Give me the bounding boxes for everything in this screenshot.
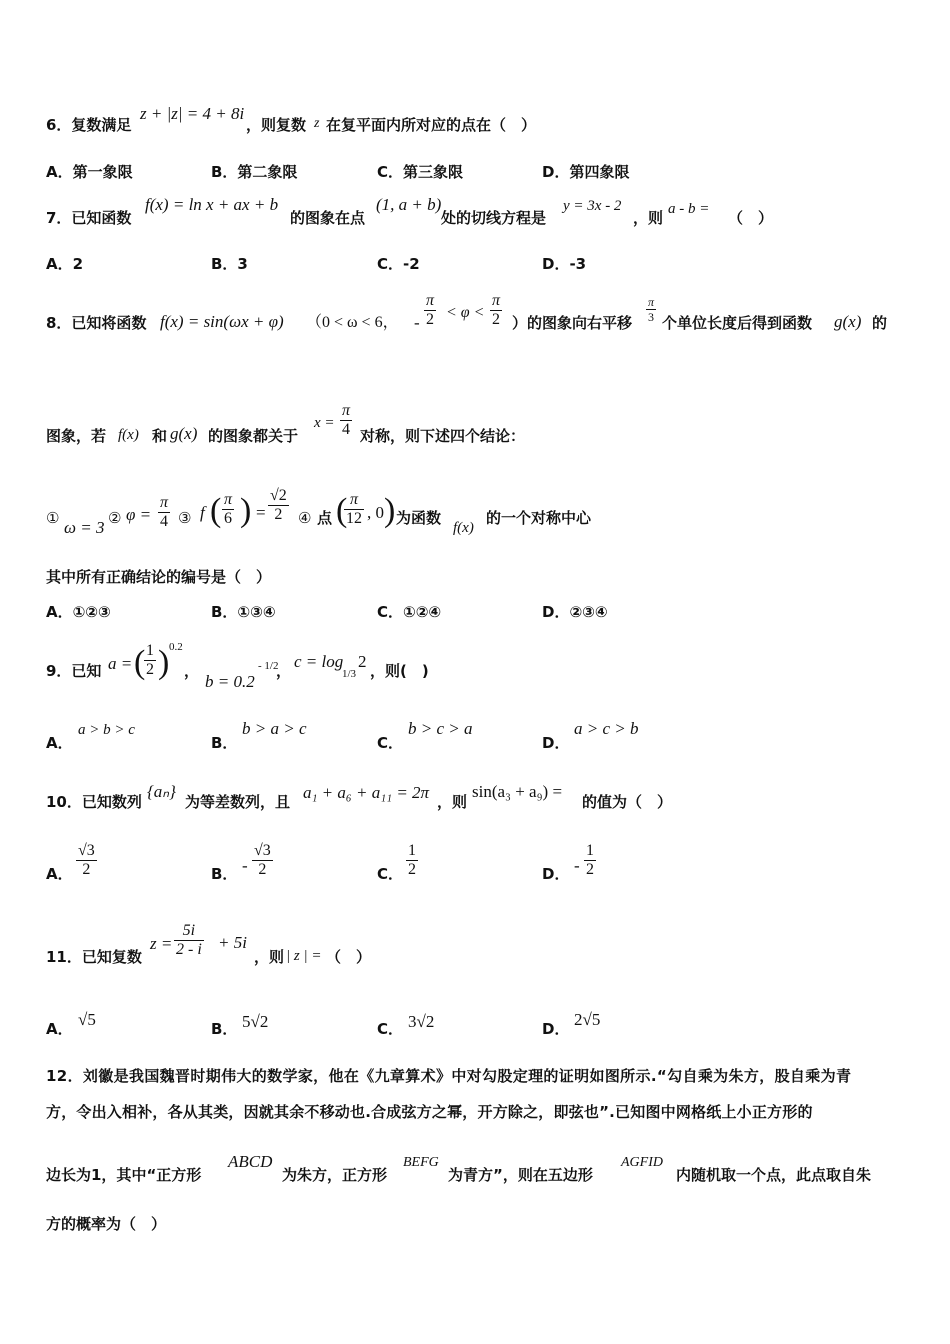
q11-option-b: 5√2 bbox=[242, 1012, 269, 1031]
q7-option-b: B．3 bbox=[211, 255, 248, 273]
q10-option-b-sign: - bbox=[242, 856, 248, 875]
q10-option-c: $\frac{1}{2}$ bbox=[408, 842, 416, 878]
q10-option-d: $\frac{1}{2}$ bbox=[586, 842, 594, 878]
q6-stem-a: 6．复数满足 bbox=[46, 116, 132, 134]
q9-exponent: 0.2 bbox=[169, 641, 183, 653]
q12-line3-c: 为青方”，则在五边形 bbox=[448, 1166, 593, 1184]
q7-stem-d: ，则 bbox=[633, 209, 664, 227]
q9-log-arg: 2 bbox=[358, 652, 367, 671]
q8-option-a: A．①②③ bbox=[46, 603, 111, 621]
q8-c1: ① bbox=[46, 509, 60, 527]
q8-stem-d: 的 bbox=[872, 314, 888, 332]
q8-minus: - bbox=[414, 313, 420, 332]
q8-c4-a: 点 bbox=[317, 509, 333, 527]
q8-c3-paren-right: ) bbox=[240, 492, 252, 529]
q6-stem-c: 在复平面内所对应的点在（ ） bbox=[326, 116, 537, 134]
q9-option-b: b > a > c bbox=[242, 719, 307, 738]
q9-option-b-letter: B． bbox=[211, 734, 238, 752]
q7-stem-a: 7．已知函数 bbox=[46, 209, 132, 227]
q8-line2-c: 对称，则下述四个结论： bbox=[360, 427, 526, 445]
q10-stem-b: 为等差数列，且 bbox=[185, 793, 291, 811]
q7-tangent: y = 3x - 2 bbox=[563, 198, 622, 214]
q11-option-c-letter: C． bbox=[377, 1020, 404, 1038]
q8-line2-a: 图象，若 bbox=[46, 427, 107, 445]
q12-agfid: AGFID bbox=[621, 1155, 663, 1170]
q6-equation: z + |z| = 4 + 8i bbox=[140, 104, 245, 123]
q8-option-d: D．②③④ bbox=[542, 603, 608, 621]
q9-log-base: 1/3 bbox=[342, 668, 357, 680]
q9-stem-a: 9．已知 bbox=[46, 662, 102, 680]
q12-line4: 方的概率为（ ） bbox=[46, 1215, 167, 1233]
q8-x-eq: x = bbox=[314, 415, 335, 431]
q8-c3-fraction: $\frac{\pi}{6}$ bbox=[224, 491, 233, 527]
q9-comma: ， bbox=[184, 662, 200, 680]
q8-c4-fraction: $\frac{\pi}{12}$ bbox=[346, 491, 362, 527]
q7-ask: a - b = bbox=[668, 201, 710, 217]
q10-stem-c: ，则 bbox=[437, 793, 468, 811]
q10-option-d-sign: - bbox=[574, 856, 580, 875]
q9-option-c: b > c > a bbox=[408, 719, 473, 738]
q11-option-c: 3√2 bbox=[408, 1012, 435, 1031]
q7-point: (1, a + b) bbox=[376, 195, 442, 214]
q8-c4-b: 为函数 bbox=[396, 509, 442, 527]
q8-line2-b: 的图象都关于 bbox=[208, 427, 299, 445]
q8-stem-c: 个单位长度后得到函数 bbox=[662, 314, 813, 332]
q9-option-d-letter: D． bbox=[542, 734, 570, 752]
q7-stem-e: （ ） bbox=[728, 209, 774, 227]
q12-line2: 方，令出入相补，各从其类，因就其余不移动也.合成弦方之幂，开方除之，即弦也”.已知图中网格纸上小正方形的 bbox=[46, 1103, 813, 1121]
q10-option-d-letter: D． bbox=[542, 865, 570, 883]
q8-c3-f: f bbox=[200, 503, 205, 522]
q11-option-b-letter: B． bbox=[211, 1020, 238, 1038]
q8-function: f(x) = sin(ωx + φ) bbox=[160, 312, 284, 331]
q11-option-a: √5 bbox=[78, 1010, 96, 1029]
q10-option-a: $\frac{√3}{2}$ bbox=[78, 842, 95, 878]
q8-and: 和 bbox=[152, 427, 168, 445]
q7-function: f(x) = ln x + ax + b bbox=[145, 195, 279, 214]
q11-option-d: 2√5 bbox=[574, 1010, 601, 1029]
q9-option-d: a > c > b bbox=[574, 719, 639, 738]
q7-option-c: C．-2 bbox=[377, 255, 420, 273]
q7-stem-c: 处的切线方程是 bbox=[441, 209, 547, 227]
q6-option-a: A．第一象限 bbox=[46, 163, 133, 181]
q6-z: z bbox=[314, 116, 320, 131]
q9-option-a: a > b > c bbox=[78, 722, 135, 738]
q9-option-c-letter: C． bbox=[377, 734, 404, 752]
q8-c4-paren-right: ) bbox=[384, 492, 396, 529]
q8-condition-omega: （0 < ω < 6， bbox=[306, 314, 399, 331]
q10-option-c-letter: C． bbox=[377, 865, 404, 883]
q6-option-d: D．第四象限 bbox=[542, 163, 630, 181]
q11-option-d-letter: D． bbox=[542, 1020, 570, 1038]
q8-c2-fraction: $\frac{\pi}{4}$ bbox=[160, 494, 169, 530]
q10-stem-a: 10．已知数列 bbox=[46, 793, 142, 811]
q12-befg: BEFG bbox=[403, 1155, 439, 1170]
q11-stem-b: ，则 bbox=[254, 948, 285, 966]
q9-option-a-letter: A． bbox=[46, 734, 73, 752]
q8-c2-math: φ = bbox=[126, 505, 152, 524]
q8-option-b: B．①③④ bbox=[211, 603, 276, 621]
q8-c4: ④ bbox=[298, 509, 312, 527]
q8-phi-range: < φ < bbox=[446, 304, 485, 321]
q11-z: z = bbox=[150, 934, 173, 953]
q9-a: a = bbox=[108, 654, 133, 673]
q10-option-a-letter: A． bbox=[46, 865, 73, 883]
q9-c: c = log bbox=[294, 652, 344, 671]
q12-abcd: ABCD bbox=[228, 1152, 273, 1171]
q11-stem-a: 11．已知复数 bbox=[46, 948, 142, 966]
q10-equation: a₁ + a₆ + a₁₁ = 2π bbox=[303, 783, 430, 802]
q9-paren-right: ) bbox=[158, 644, 170, 681]
q8-c3: ③ bbox=[178, 509, 192, 527]
q7-option-a: A．2 bbox=[46, 255, 84, 273]
q10-sequence: {aₙ} bbox=[147, 782, 176, 801]
q11-stem-c: （ ） bbox=[326, 948, 372, 966]
q9-stem-b: ，则( ) bbox=[370, 662, 429, 680]
q7-option-d: D．-3 bbox=[542, 255, 587, 273]
q8-c4-paren-left: ( bbox=[336, 492, 348, 529]
q6-option-b: B．第二象限 bbox=[211, 163, 298, 181]
q6-option-c: C．第三象限 bbox=[377, 163, 464, 181]
q8-gx: g(x) bbox=[170, 424, 198, 443]
q9-paren-left: ( bbox=[134, 644, 146, 681]
q8-c4-comma: , 0 bbox=[367, 503, 384, 522]
q9-fraction: $\frac{1}{2}$ bbox=[146, 642, 154, 678]
q12-line1: 12．刘徽是我国魏晋时期伟大的数学家，他在《九章算术》中对勾股定理的证明如图所示.“勾自乘为朱方，股自乘为青 bbox=[46, 1067, 852, 1085]
q9-b: b = 0.2 bbox=[205, 672, 255, 691]
q7-stem-b: 的图象在点 bbox=[290, 209, 366, 227]
q8-c3-paren-left: ( bbox=[210, 492, 222, 529]
q11-abs: | z | = bbox=[286, 948, 322, 964]
q6-stem-b: ，则复数 bbox=[246, 116, 307, 134]
q8-c4-fx: f(x) bbox=[453, 520, 474, 536]
q9-b-exponent: - 1/2 bbox=[258, 660, 279, 672]
q8-c3-eq: = bbox=[256, 503, 266, 522]
q11-plus: + 5i bbox=[218, 933, 247, 952]
q8-stem-b: ）的图象向右平移 bbox=[512, 314, 633, 332]
q8-c3-value: $\frac{√2}{2}$ bbox=[270, 487, 287, 523]
q11-option-a-letter: A． bbox=[46, 1020, 73, 1038]
q8-ask: 其中所有正确结论的编号是（ ） bbox=[46, 568, 272, 586]
q8-fraction-pi-2-left: $\frac{\pi}{2}$ bbox=[426, 292, 435, 328]
q8-option-c: C．①②④ bbox=[377, 603, 442, 621]
q10-option-b: $\frac{√3}{2}$ bbox=[254, 842, 271, 878]
q8-stem-a: 8．已知将函数 bbox=[46, 314, 147, 332]
q10-stem-d: 的值为（ ） bbox=[582, 793, 673, 811]
q12-line3-b: 为朱方，正方形 bbox=[282, 1166, 388, 1184]
q8-c2: ② bbox=[108, 509, 122, 527]
q8-fraction-pi-3: $\frac{\pi}{3}$ bbox=[648, 295, 655, 324]
q8-fraction-pi-2-right: $\frac{\pi}{2}$ bbox=[492, 292, 501, 328]
q8-c4-c: 的一个对称中心 bbox=[486, 509, 592, 527]
q10-ask: sin(a₃ + a₉) = bbox=[472, 782, 563, 801]
q11-fraction: $\frac{5i}{2 - i}$ bbox=[176, 922, 202, 958]
q8-c1-math: ω = 3 bbox=[64, 518, 105, 537]
q8-fx: f(x) bbox=[118, 427, 139, 443]
q12-line3-a: 边长为1，其中“正方形 bbox=[46, 1166, 202, 1184]
q8-fraction-pi-4: $\frac{\pi}{4}$ bbox=[342, 402, 351, 438]
q8-g: g(x) bbox=[834, 312, 862, 331]
q9-comma-2: ， bbox=[276, 662, 292, 680]
q12-line3-d: 内随机取一个点，此点取自朱 bbox=[676, 1166, 872, 1184]
q10-option-b-letter: B． bbox=[211, 865, 238, 883]
